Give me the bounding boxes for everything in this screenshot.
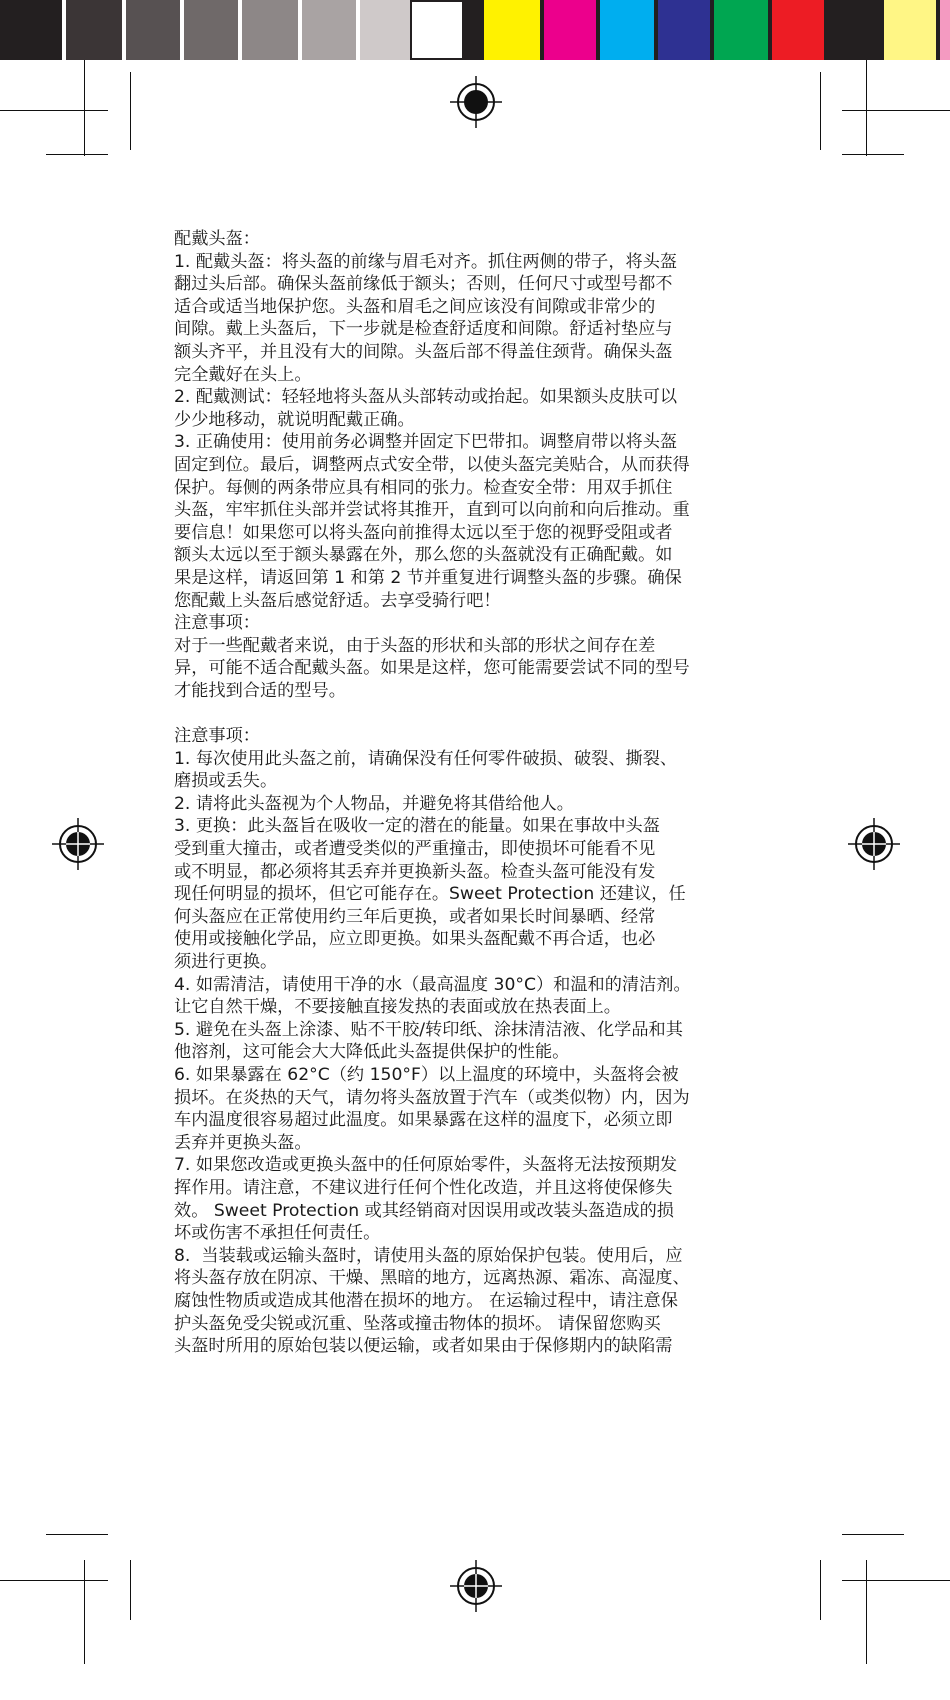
text-line: 护头盔免受尖锐或沉重、坠落或撞击物体的损坏。 请保留您购买 [174,1313,661,1334]
crop-mark [842,1534,904,1535]
crop-mark [84,1560,85,1664]
color-swatch [302,0,356,60]
color-calibration-bar [0,0,950,60]
color-swatch [8,0,62,60]
text-line: 将头盔存放在阴凉、干燥、黑暗的地方，远离热源、霜冻、高湿度、 [174,1268,690,1289]
registration-mark [848,818,900,870]
text-line: 少少地移动，就说明配戴正确。 [174,409,415,430]
color-swatch [484,0,540,60]
text-line: 固定到位。最后，调整两点式安全带，以使头盔完美贴合，从而获得 [174,454,690,475]
text-line: 适合或适当地保护您。头盔和眉毛之间应该没有间隙或非常少的 [174,296,656,317]
text-line: 完全戴好在头上。 [174,364,312,385]
registration-mark [52,818,104,870]
crop-mark [0,110,108,111]
text-line: 2. 请将此头盔视为个人物品，并避免将其借给他人。 [174,793,574,814]
crop-mark [866,60,867,156]
color-swatch [658,0,710,60]
text-line: 3. 更换：此头盔旨在吸收一定的潜在的能量。如果在事故中头盔 [174,816,660,837]
color-swatch [360,0,410,60]
color-swatch [714,0,768,60]
crop-mark [130,1560,131,1620]
color-swatch [772,0,824,60]
crop-mark [842,110,950,111]
text-line: 对于一些配戴者来说，由于头盔的形状和头部的形状之间存在差 [174,635,656,656]
color-swatch [940,0,950,60]
text-line: 头盔，牢牢抓住头部并尝试将其推开，直到可以向前和向后推动。重 [174,500,690,521]
registration-mark [450,1560,502,1612]
crop-mark [866,1560,867,1664]
color-swatch [242,0,298,60]
color-swatch [126,0,180,60]
text-line: 丢弃并更换头盔。 [174,1132,312,1153]
color-swatch [544,0,596,60]
text-line: 保护。每侧的两条带应具有相同的张力。检查安全带：用双手抓住 [174,477,673,498]
text-line: 要信息！如果您可以将头盔向前推得太远以至于您的视野受阻或者 [174,522,673,543]
crop-mark [46,154,108,155]
text-line: 坏或伤害不承担任何责任。 [174,1223,381,1244]
text-line: 注意事项： [174,726,260,747]
text-line: 4. 如需清洁，请使用干净的水（最高温度 30°C）和温和的清洁剂。 [174,974,691,995]
text-line: 须进行更换。 [174,952,278,972]
text-line: 磨损或丢失。 [174,771,278,792]
color-swatch [184,0,238,60]
registration-mark [450,76,502,128]
crop-mark [84,60,85,156]
crop-mark [820,72,821,150]
text-line: 效。 Sweet Protection 或其经销商对因误用或改装头盔造成的损 [174,1200,674,1221]
text-line: 额头太远以至于额头暴露在外，那么您的头盔就没有正确配戴。如 [174,545,673,566]
text-line: 车内温度很容易超过此温度。如果暴露在这样的温度下，必须立即 [174,1110,673,1131]
crop-mark [46,1534,108,1535]
crop-mark [842,154,904,155]
text-line: 2. 配戴测试：轻轻地将头盔从头部转动或抬起。如果额头皮肤可以 [174,387,678,408]
color-swatch [824,0,884,60]
text-line: 挥作用。请注意，不建议进行任何个性化改造，并且这将使保修失 [174,1177,673,1198]
text-line: 1. 配戴头盔：将头盔的前缘与眉毛对齐。抓住两侧的带子，将头盔 [174,251,678,272]
text-line [174,702,794,725]
text-line: 1. 每次使用此头盔之前，请确保没有任何零件破损、破裂、撕裂、 [174,748,678,769]
crop-mark [0,1580,108,1581]
text-line: 您配戴上头盔后感觉舒适。去享受骑行吧！ [174,590,501,611]
crop-mark [820,1560,821,1620]
text-line: 间隙。戴上头盔后，下一步就是检查舒适度和间隙。舒适衬垫应与 [174,319,673,340]
text-line: 何头盔应在正常使用约三年后更换，或者如果长时间暴晒、经常 [174,906,656,927]
crop-mark [130,72,131,150]
text-line: 异，可能不适合配戴头盔。如果是这样，您可能需要尝试不同的型号 [174,658,690,679]
text-line: 头盔时所用的原始包装以便运输，或者如果由于保修期内的缺陷需 [174,1336,673,1357]
color-swatch [884,0,936,60]
text-line: 8. 当装载或运输头盔时，请使用头盔的原始保护包装。使用后，应 [174,1245,683,1266]
text-line: 现任何明显的损坏，但它可能存在。Sweet Protection 还建议，任 [174,884,686,905]
text-line: 额头齐平，并且没有大的间隙。头盔后部不得盖住颈背。确保头盔 [174,341,673,362]
text-line: 受到重大撞击，或者遭受类似的严重撞击，即使损坏可能看不见 [174,839,656,860]
text-line: 配戴头盔： [174,229,260,249]
color-swatch [66,0,122,60]
text-line: 翻过头后部。确保头盔前缘低于额头；否则，任何尺寸或型号都不 [174,274,673,295]
text-line: 果是这样，请返回第 1 和第 2 节并重复进行调整头盔的步骤。确保 [174,567,682,588]
crop-mark [842,1580,950,1581]
text-line: 使用或接触化学品，应立即更换。如果头盔配戴不再合适，也必 [174,929,656,950]
color-swatch [464,0,484,60]
text-line: 让它自然干燥，不要接触直接发热的表面或放在热表面上。 [174,997,621,1018]
color-swatch [410,0,464,60]
text-line: 他溶剂，这可能会大大降低此头盔提供保护的性能。 [174,1042,570,1063]
text-line: 注意事项： [174,613,260,634]
color-swatch [0,0,8,60]
document-body [174,228,794,1358]
text-line: 腐蚀性物质或造成其他潜在损坏的地方。 在运输过程中，请注意保 [174,1290,678,1311]
text-line: 5. 避免在头盔上涂漆、贴不干胶/转印纸、涂抹清洁液、化学品和其 [174,1019,683,1040]
text-line: 损坏。在炎热的天气，请勿将头盔放置于汽车（或类似物）内，因为 [174,1087,690,1108]
text-line: 3. 正确使用：使用前务必调整并固定下巴带扣。调整肩带以将头盔 [174,432,678,453]
text-line: 7. 如果您改造或更换头盔中的任何原始零件，头盔将无法按预期发 [174,1155,678,1176]
color-swatch [600,0,654,60]
text-line: 或不明显，都必须将其丢弃并更换新头盔。检查头盔可能没有发 [174,861,656,882]
text-line: 6. 如果暴露在 62°C（约 150°F）以上温度的环境中，头盔将会被 [174,1064,679,1085]
text-line: 才能找到合适的型号。 [174,680,346,701]
